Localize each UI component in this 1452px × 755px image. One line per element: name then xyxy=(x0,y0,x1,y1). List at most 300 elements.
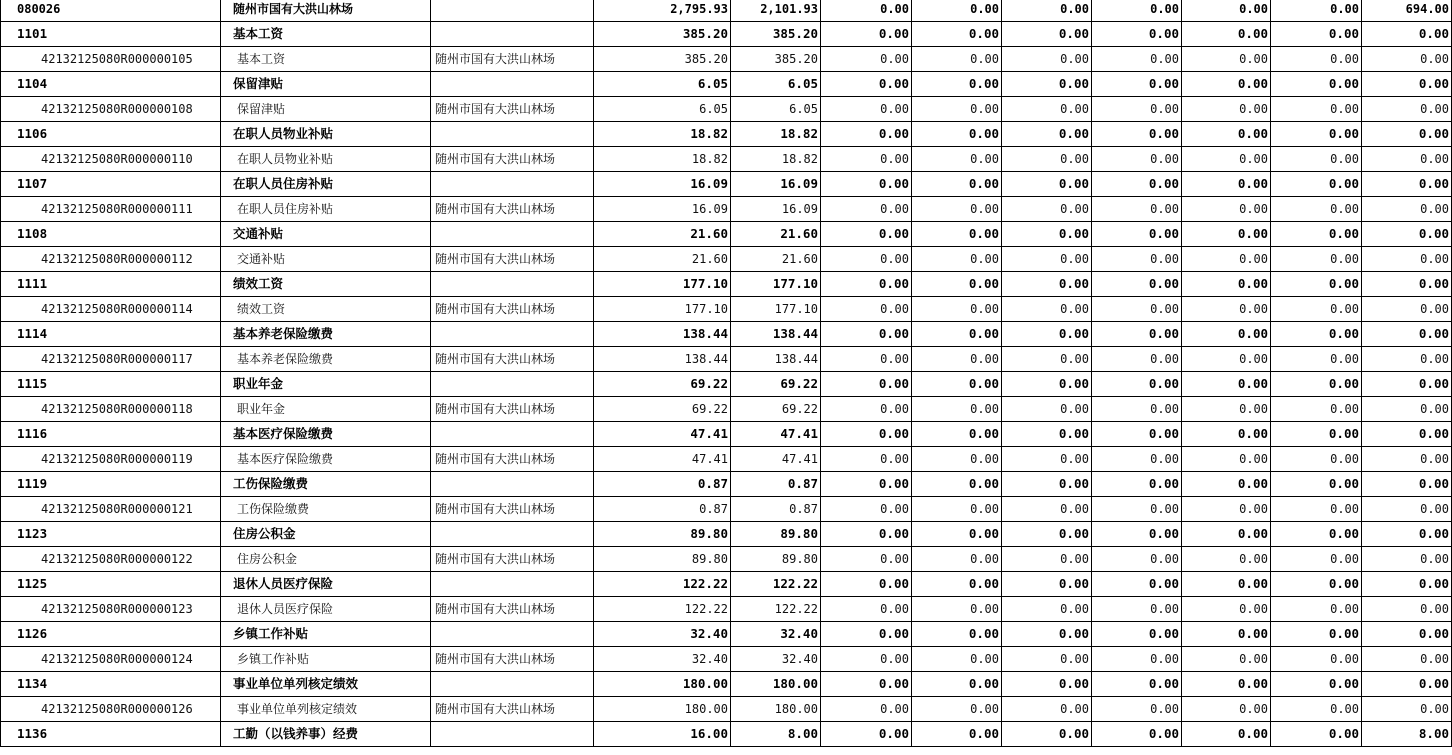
value-cell: 0.00 xyxy=(1002,147,1092,172)
value-cell: 138.44 xyxy=(731,322,821,347)
account-code: 1107 xyxy=(1,172,221,197)
value-cell: 0.00 xyxy=(821,572,912,597)
value-cell: 0.00 xyxy=(1002,247,1092,272)
value-cell: 47.41 xyxy=(731,447,821,472)
value-cell: 0.00 xyxy=(1002,222,1092,247)
value-cell: 0.00 xyxy=(1182,497,1271,522)
group-row xyxy=(1,672,1452,697)
total-cell: 32.40 xyxy=(594,622,731,647)
unit-cell xyxy=(431,122,594,147)
table-row xyxy=(1,297,1452,322)
value-cell: 122.22 xyxy=(731,572,821,597)
item-name: 住房公积金 xyxy=(221,522,431,547)
value-cell: 0.00 xyxy=(912,122,1002,147)
value-cell: 0.00 xyxy=(1182,597,1271,622)
value-cell: 0.00 xyxy=(1182,522,1271,547)
value-cell: 0.00 xyxy=(1271,247,1362,272)
item-name: 在职人员物业补贴 xyxy=(221,122,431,147)
value-cell: 0.00 xyxy=(1271,447,1362,472)
table-row xyxy=(1,697,1452,722)
total-cell: 6.05 xyxy=(594,97,731,122)
value-cell: 0.00 xyxy=(1182,447,1271,472)
total-cell: 138.44 xyxy=(594,347,731,372)
total-cell: 122.22 xyxy=(594,597,731,622)
item-name: 职业年金 xyxy=(221,397,431,422)
total-cell: 69.22 xyxy=(594,372,731,397)
unit-cell: 随州市国有大洪山林场 xyxy=(431,547,594,572)
table-row xyxy=(1,497,1452,522)
account-code: 42132125080R000000119 xyxy=(1,447,221,472)
total-cell: 89.80 xyxy=(594,522,731,547)
value-cell: 0.00 xyxy=(1092,147,1182,172)
value-cell: 0.00 xyxy=(1271,397,1362,422)
account-code: 42132125080R000000111 xyxy=(1,197,221,222)
value-cell: 0.00 xyxy=(1271,722,1362,747)
value-cell: 0.00 xyxy=(1271,72,1362,97)
value-cell: 0.00 xyxy=(1362,147,1452,172)
value-cell: 0.00 xyxy=(1092,0,1182,22)
value-cell: 0.00 xyxy=(1271,147,1362,172)
group-row xyxy=(1,272,1452,297)
unit-name: 随州市国有大洪山林场 xyxy=(221,0,431,22)
value-cell: 0.00 xyxy=(1092,572,1182,597)
value-cell: 0.00 xyxy=(1002,297,1092,322)
group-row xyxy=(1,572,1452,597)
value-cell: 0.00 xyxy=(1092,622,1182,647)
value-cell: 32.40 xyxy=(731,647,821,672)
account-code: 42132125080R000000122 xyxy=(1,547,221,572)
value-cell: 0.00 xyxy=(1092,672,1182,697)
value-cell: 0.00 xyxy=(1182,722,1271,747)
value-cell: 47.41 xyxy=(731,422,821,447)
value-cell: 0.00 xyxy=(1092,497,1182,522)
unit-header-row xyxy=(1,0,1452,22)
table-row xyxy=(1,597,1452,622)
group-row xyxy=(1,72,1452,97)
unit-cell: 随州市国有大洪山林场 xyxy=(431,697,594,722)
value-cell: 0.00 xyxy=(1002,0,1092,22)
value-cell: 0.00 xyxy=(1362,47,1452,72)
value-cell: 0.00 xyxy=(821,422,912,447)
value-cell: 0.00 xyxy=(1271,422,1362,447)
account-code: 1101 xyxy=(1,22,221,47)
unit-cell xyxy=(431,522,594,547)
account-code: 1115 xyxy=(1,372,221,397)
item-name: 基本工资 xyxy=(221,47,431,72)
value-cell: 6.05 xyxy=(731,72,821,97)
value-cell: 122.22 xyxy=(731,597,821,622)
value-cell: 0.00 xyxy=(1362,622,1452,647)
value-cell: 0.00 xyxy=(1092,372,1182,397)
value-cell: 0.00 xyxy=(1182,572,1271,597)
value-cell: 177.10 xyxy=(731,297,821,322)
value-cell: 0.00 xyxy=(1002,647,1092,672)
account-code: 42132125080R000000112 xyxy=(1,247,221,272)
value-cell: 0.00 xyxy=(821,147,912,172)
value-cell: 0.00 xyxy=(1271,297,1362,322)
item-name: 基本养老保险缴费 xyxy=(221,347,431,372)
value-cell: 0.00 xyxy=(912,297,1002,322)
account-code: 42132125080R000000118 xyxy=(1,397,221,422)
unit-cell xyxy=(431,622,594,647)
account-code: 1116 xyxy=(1,422,221,447)
value-cell: 0.00 xyxy=(821,497,912,522)
value-cell: 0.00 xyxy=(1271,222,1362,247)
value-cell: 0.00 xyxy=(1002,22,1092,47)
value-cell: 0.00 xyxy=(1092,47,1182,72)
account-code: 42132125080R000000110 xyxy=(1,147,221,172)
value-cell: 0.00 xyxy=(1092,172,1182,197)
value-cell: 2,101.93 xyxy=(731,0,821,22)
value-cell: 0.00 xyxy=(1182,22,1271,47)
value-cell: 0.00 xyxy=(1182,697,1271,722)
value-cell: 0.00 xyxy=(821,622,912,647)
unit-cell: 随州市国有大洪山林场 xyxy=(431,347,594,372)
value-cell: 0.00 xyxy=(821,522,912,547)
account-code: 1108 xyxy=(1,222,221,247)
value-cell: 0.00 xyxy=(1092,522,1182,547)
value-cell: 0.00 xyxy=(1271,197,1362,222)
value-cell: 0.00 xyxy=(821,372,912,397)
value-cell: 0.00 xyxy=(1362,97,1452,122)
value-cell: 0.00 xyxy=(1362,497,1452,522)
table-row xyxy=(1,447,1452,472)
value-cell: 0.00 xyxy=(1271,172,1362,197)
value-cell: 0.00 xyxy=(1271,472,1362,497)
value-cell: 16.09 xyxy=(731,172,821,197)
group-row xyxy=(1,172,1452,197)
value-cell: 89.80 xyxy=(731,547,821,572)
value-cell: 0.00 xyxy=(821,597,912,622)
unit-cell: 随州市国有大洪山林场 xyxy=(431,47,594,72)
value-cell: 0.00 xyxy=(1002,597,1092,622)
value-cell: 0.00 xyxy=(912,72,1002,97)
account-code: 1114 xyxy=(1,322,221,347)
value-cell: 0.00 xyxy=(1362,547,1452,572)
group-row xyxy=(1,122,1452,147)
value-cell: 0.00 xyxy=(1092,272,1182,297)
table-row xyxy=(1,647,1452,672)
total-cell: 18.82 xyxy=(594,122,731,147)
value-cell: 0.00 xyxy=(821,0,912,22)
table-body xyxy=(1,0,1452,747)
value-cell: 0.00 xyxy=(1271,97,1362,122)
value-cell: 0.87 xyxy=(731,472,821,497)
unit-cell: 随州市国有大洪山林场 xyxy=(431,247,594,272)
value-cell: 0.00 xyxy=(1362,522,1452,547)
account-code: 42132125080R000000126 xyxy=(1,697,221,722)
value-cell: 0.00 xyxy=(1271,47,1362,72)
value-cell: 89.80 xyxy=(731,522,821,547)
value-cell: 0.00 xyxy=(912,22,1002,47)
value-cell: 0.00 xyxy=(1002,397,1092,422)
value-cell: 0.00 xyxy=(1362,597,1452,622)
account-code: 1123 xyxy=(1,522,221,547)
item-name: 工勤（以钱养事）经费 xyxy=(221,722,431,747)
total-cell: 21.60 xyxy=(594,222,731,247)
item-name: 在职人员住房补贴 xyxy=(221,172,431,197)
value-cell: 0.00 xyxy=(912,0,1002,22)
value-cell: 0.00 xyxy=(1002,622,1092,647)
value-cell: 0.00 xyxy=(1182,397,1271,422)
value-cell: 0.00 xyxy=(912,447,1002,472)
group-row xyxy=(1,322,1452,347)
value-cell: 0.00 xyxy=(1002,172,1092,197)
value-cell: 0.00 xyxy=(1092,397,1182,422)
item-name: 交通补贴 xyxy=(221,247,431,272)
value-cell: 0.00 xyxy=(821,222,912,247)
value-cell: 0.00 xyxy=(1271,272,1362,297)
item-name: 乡镇工作补贴 xyxy=(221,622,431,647)
value-cell: 0.00 xyxy=(1002,697,1092,722)
value-cell: 0.00 xyxy=(1362,447,1452,472)
value-cell: 0.00 xyxy=(1362,422,1452,447)
total-cell: 0.87 xyxy=(594,497,731,522)
unit-cell xyxy=(431,722,594,747)
total-cell: 0.87 xyxy=(594,472,731,497)
unit-cell: 随州市国有大洪山林场 xyxy=(431,147,594,172)
value-cell: 0.00 xyxy=(1271,22,1362,47)
value-cell: 0.00 xyxy=(912,522,1002,547)
value-cell: 0.00 xyxy=(912,222,1002,247)
account-code: 1104 xyxy=(1,72,221,97)
value-cell: 0.00 xyxy=(821,47,912,72)
item-name: 基本养老保险缴费 xyxy=(221,322,431,347)
value-cell: 21.60 xyxy=(731,222,821,247)
unit-cell xyxy=(431,222,594,247)
item-name: 乡镇工作补贴 xyxy=(221,647,431,672)
value-cell: 0.00 xyxy=(1182,172,1271,197)
value-cell: 0.00 xyxy=(821,447,912,472)
unit-cell: 随州市国有大洪山林场 xyxy=(431,647,594,672)
total-cell: 122.22 xyxy=(594,572,731,597)
item-name: 工伤保险缴费 xyxy=(221,497,431,522)
value-cell: 0.00 xyxy=(1271,697,1362,722)
value-cell: 18.82 xyxy=(731,147,821,172)
value-cell: 0.00 xyxy=(1002,672,1092,697)
account-code: 1119 xyxy=(1,472,221,497)
value-cell: 0.00 xyxy=(821,347,912,372)
value-cell: 0.00 xyxy=(1092,347,1182,372)
value-cell: 0.00 xyxy=(1092,222,1182,247)
value-cell: 0.00 xyxy=(1362,222,1452,247)
value-cell: 0.00 xyxy=(1002,322,1092,347)
value-cell: 8.00 xyxy=(731,722,821,747)
value-cell: 0.00 xyxy=(1362,572,1452,597)
value-cell: 0.00 xyxy=(912,47,1002,72)
value-cell: 8.00 xyxy=(1362,722,1452,747)
value-cell: 0.00 xyxy=(1002,722,1092,747)
value-cell: 0.00 xyxy=(912,497,1002,522)
value-cell: 0.00 xyxy=(821,547,912,572)
value-cell: 0.00 xyxy=(1182,122,1271,147)
value-cell: 0.00 xyxy=(1271,122,1362,147)
value-cell: 21.60 xyxy=(731,247,821,272)
value-cell: 0.00 xyxy=(821,72,912,97)
value-cell: 0.00 xyxy=(1362,172,1452,197)
value-cell: 0.00 xyxy=(1182,72,1271,97)
value-cell: 0.00 xyxy=(1092,722,1182,747)
value-cell: 0.00 xyxy=(1092,97,1182,122)
value-cell: 0.00 xyxy=(1271,497,1362,522)
unit-cell xyxy=(431,572,594,597)
unit-cell: 随州市国有大洪山林场 xyxy=(431,447,594,472)
value-cell: 0.00 xyxy=(1182,422,1271,447)
table-row xyxy=(1,197,1452,222)
value-cell: 0.00 xyxy=(1271,672,1362,697)
table-row xyxy=(1,47,1452,72)
item-name: 在职人员住房补贴 xyxy=(221,197,431,222)
value-cell: 0.00 xyxy=(1362,347,1452,372)
account-code: 42132125080R000000124 xyxy=(1,647,221,672)
value-cell: 0.00 xyxy=(912,622,1002,647)
unit-cell xyxy=(431,372,594,397)
total-cell: 180.00 xyxy=(594,672,731,697)
value-cell: 0.00 xyxy=(1182,322,1271,347)
group-row xyxy=(1,522,1452,547)
value-cell: 0.00 xyxy=(1362,322,1452,347)
value-cell: 0.00 xyxy=(912,147,1002,172)
item-name: 事业单位单列核定绩效 xyxy=(221,697,431,722)
total-cell: 89.80 xyxy=(594,547,731,572)
group-row xyxy=(1,722,1452,747)
account-code: 1134 xyxy=(1,672,221,697)
value-cell: 0.00 xyxy=(1092,547,1182,572)
total-cell: 32.40 xyxy=(594,647,731,672)
unit-cell xyxy=(431,672,594,697)
value-cell: 0.00 xyxy=(912,372,1002,397)
value-cell: 0.00 xyxy=(1002,547,1092,572)
total-cell: 2,795.93 xyxy=(594,0,731,22)
account-code: 42132125080R000000121 xyxy=(1,497,221,522)
value-cell: 0.00 xyxy=(1002,72,1092,97)
item-name: 事业单位单列核定绩效 xyxy=(221,672,431,697)
value-cell: 0.00 xyxy=(1092,197,1182,222)
total-cell: 385.20 xyxy=(594,22,731,47)
total-cell: 180.00 xyxy=(594,697,731,722)
value-cell: 18.82 xyxy=(731,122,821,147)
value-cell: 0.00 xyxy=(1182,0,1271,22)
value-cell: 0.00 xyxy=(912,547,1002,572)
total-cell: 16.09 xyxy=(594,197,731,222)
group-row xyxy=(1,372,1452,397)
value-cell: 0.00 xyxy=(912,197,1002,222)
value-cell: 0.00 xyxy=(1002,472,1092,497)
item-name: 基本医疗保险缴费 xyxy=(221,422,431,447)
unit-cell xyxy=(431,472,594,497)
value-cell: 0.00 xyxy=(1182,247,1271,272)
item-name: 绩效工资 xyxy=(221,297,431,322)
value-cell: 0.00 xyxy=(912,422,1002,447)
group-row xyxy=(1,422,1452,447)
value-cell: 180.00 xyxy=(731,672,821,697)
value-cell: 0.00 xyxy=(1271,372,1362,397)
table-row xyxy=(1,97,1452,122)
total-cell: 21.60 xyxy=(594,247,731,272)
unit-cell: 随州市国有大洪山林场 xyxy=(431,397,594,422)
value-cell: 694.00 xyxy=(1362,0,1452,22)
value-cell: 0.00 xyxy=(1182,672,1271,697)
value-cell: 0.00 xyxy=(1092,297,1182,322)
value-cell: 0.00 xyxy=(1182,222,1271,247)
unit-cell xyxy=(431,272,594,297)
value-cell: 0.00 xyxy=(1092,247,1182,272)
account-code: 1126 xyxy=(1,622,221,647)
value-cell: 0.00 xyxy=(1182,347,1271,372)
value-cell: 6.05 xyxy=(731,97,821,122)
value-cell: 0.00 xyxy=(912,647,1002,672)
value-cell: 0.00 xyxy=(821,472,912,497)
table-row xyxy=(1,397,1452,422)
unit-cell: 随州市国有大洪山林场 xyxy=(431,97,594,122)
value-cell: 0.00 xyxy=(1002,572,1092,597)
value-cell: 0.00 xyxy=(1362,647,1452,672)
total-cell: 6.05 xyxy=(594,72,731,97)
value-cell: 0.00 xyxy=(912,397,1002,422)
value-cell: 0.00 xyxy=(1092,122,1182,147)
item-name: 交通补贴 xyxy=(221,222,431,247)
value-cell: 0.00 xyxy=(1182,372,1271,397)
group-row xyxy=(1,622,1452,647)
total-cell: 177.10 xyxy=(594,272,731,297)
table-row xyxy=(1,547,1452,572)
total-cell: 177.10 xyxy=(594,297,731,322)
unit-cell xyxy=(431,322,594,347)
value-cell: 138.44 xyxy=(731,347,821,372)
value-cell: 0.00 xyxy=(912,697,1002,722)
value-cell: 0.00 xyxy=(1362,472,1452,497)
item-name: 工伤保险缴费 xyxy=(221,472,431,497)
group-row xyxy=(1,222,1452,247)
total-cell: 69.22 xyxy=(594,397,731,422)
value-cell: 0.00 xyxy=(912,672,1002,697)
account-code: 42132125080R000000117 xyxy=(1,347,221,372)
account-code: 1111 xyxy=(1,272,221,297)
item-name: 保留津贴 xyxy=(221,97,431,122)
item-name: 基本工资 xyxy=(221,22,431,47)
value-cell: 0.00 xyxy=(1002,347,1092,372)
table-row xyxy=(1,147,1452,172)
account-code: 42132125080R000000105 xyxy=(1,47,221,72)
value-cell: 0.00 xyxy=(1182,647,1271,672)
value-cell: 0.00 xyxy=(1271,0,1362,22)
value-cell: 0.00 xyxy=(821,722,912,747)
value-cell: 0.00 xyxy=(912,272,1002,297)
value-cell: 0.00 xyxy=(1362,272,1452,297)
value-cell: 0.00 xyxy=(1362,372,1452,397)
value-cell: 0.00 xyxy=(1271,622,1362,647)
value-cell: 0.00 xyxy=(1092,647,1182,672)
value-cell: 0.00 xyxy=(821,397,912,422)
value-cell: 0.00 xyxy=(1271,647,1362,672)
total-cell: 385.20 xyxy=(594,47,731,72)
account-code: 1125 xyxy=(1,572,221,597)
unit-cell xyxy=(431,172,594,197)
value-cell: 0.00 xyxy=(1271,522,1362,547)
value-cell: 0.00 xyxy=(1002,372,1092,397)
value-cell: 0.00 xyxy=(1092,422,1182,447)
value-cell: 0.00 xyxy=(821,322,912,347)
item-name: 保留津贴 xyxy=(221,72,431,97)
value-cell: 16.09 xyxy=(731,197,821,222)
value-cell: 0.00 xyxy=(1092,697,1182,722)
value-cell: 0.00 xyxy=(1182,297,1271,322)
item-name: 在职人员物业补贴 xyxy=(221,147,431,172)
total-cell: 138.44 xyxy=(594,322,731,347)
value-cell: 0.00 xyxy=(1271,547,1362,572)
total-cell: 47.41 xyxy=(594,447,731,472)
value-cell: 0.00 xyxy=(1092,322,1182,347)
